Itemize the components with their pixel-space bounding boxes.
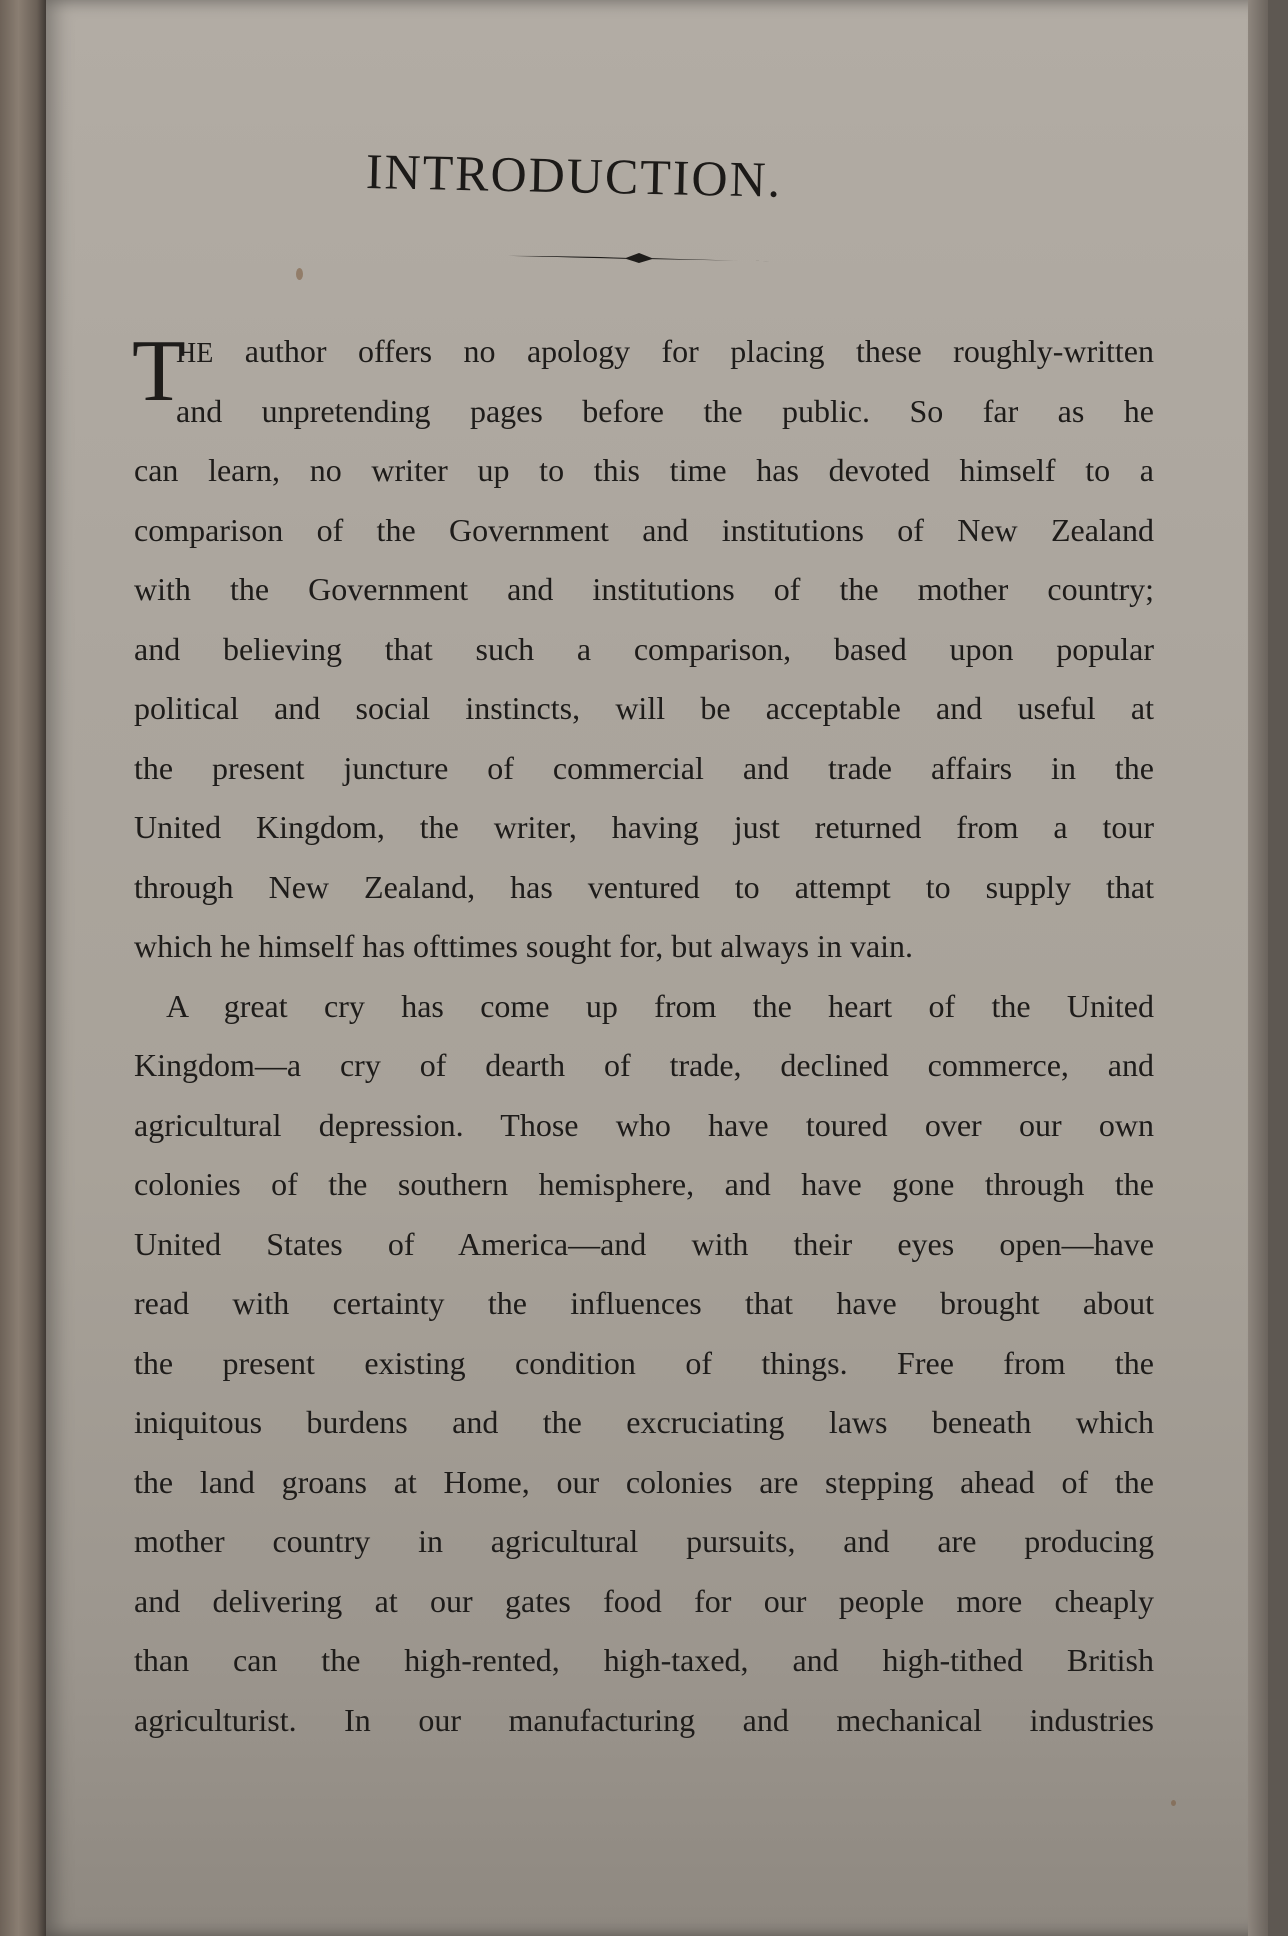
text-line: the present existing condition of things. Free from the xyxy=(134,1344,1154,1381)
first-word-caps: HE xyxy=(176,338,214,369)
text-line: iniquitous burdens and the excruciating laws beneath which xyxy=(134,1404,1154,1440)
text-line: which he himself has ofttimes sought for, but always in vain. xyxy=(134,928,914,964)
drop-cap: T xyxy=(132,323,186,420)
text-line: United Kingdom, the writer, having just returned from a tour xyxy=(134,809,1154,845)
text-line: than can the high-rented, high-taxed, and high-tithed British xyxy=(134,1642,1154,1678)
text-line: mother country in agricultural pursuits, and are producing xyxy=(134,1523,1154,1559)
page-title: INTRODUCTION. xyxy=(365,143,783,208)
text-line: Kingdom—a cry of dearth of trade, declined commerce, and xyxy=(134,1047,1154,1083)
text-line: and unpretending pages before the public. So far as he xyxy=(176,392,1154,429)
text-line: HE author offers no apology for placing these roughly-written xyxy=(176,333,1154,369)
ornament-divider-icon xyxy=(508,251,770,265)
text-line: and believing that such a comparison, based upon popular xyxy=(134,630,1154,667)
text-line: the land groans at Home, our colonies are stepping ahead of the xyxy=(134,1463,1154,1500)
text-line: and delivering at our gates food for our people more cheaply xyxy=(134,1582,1154,1619)
text-line: with the Government and institutions of the mother country; xyxy=(134,571,1154,607)
book-spine xyxy=(0,0,46,1936)
text-line: United States of America—and with their eyes open—have xyxy=(134,1225,1154,1262)
text-line: comparison of the Government and institutions of New Zealand xyxy=(134,511,1154,548)
page-edge xyxy=(1248,0,1268,1936)
text-line: can learn, no writer up to this time has devoted himself to a xyxy=(134,452,1154,488)
text-line: through New Zealand, has ventured to attempt to supply that xyxy=(134,868,1154,905)
text-line: political and social instincts, will be acceptable and useful at xyxy=(134,690,1154,726)
foxing-spot xyxy=(1171,1800,1176,1806)
text-line: the present juncture of commercial and trade affairs in the xyxy=(134,749,1154,786)
text-line: agricultural depression. Those who have toured over our own xyxy=(134,1106,1154,1143)
foxing-spot xyxy=(296,268,303,280)
text-line: colonies of the southern hemisphere, and have gone through the xyxy=(134,1166,1154,1202)
text-line: A great cry has come up from the heart of the United xyxy=(166,987,1154,1024)
text-line: agriculturist. In our manufacturing and mechanical industries xyxy=(134,1701,1154,1738)
text-line: read with certainty the influences that have brought about xyxy=(134,1285,1154,1321)
body-text xyxy=(134,322,1154,1750)
book-page xyxy=(46,0,1268,1936)
